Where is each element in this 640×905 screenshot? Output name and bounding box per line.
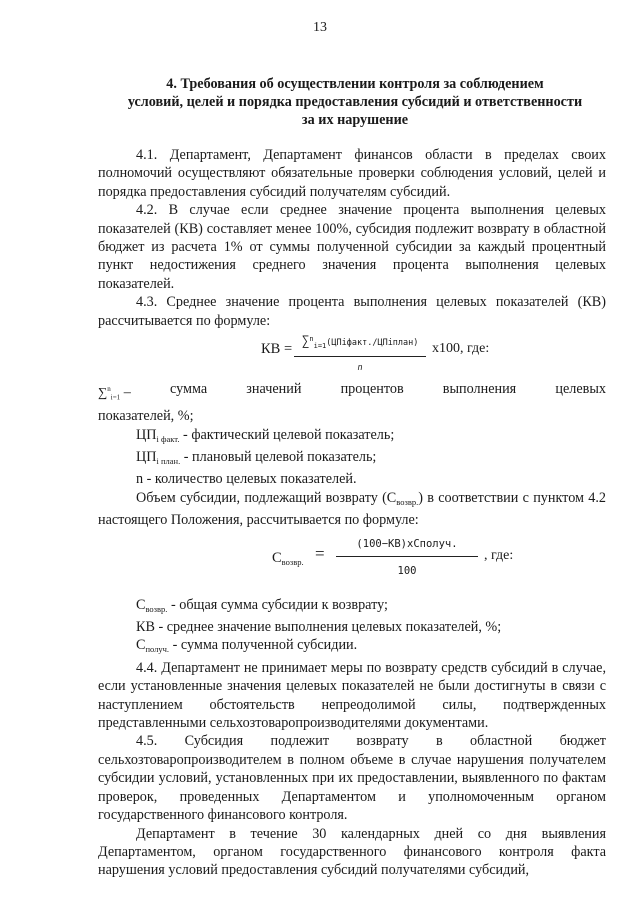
sum-symbol: ∑ [301, 333, 310, 349]
legend-kv: КВ - среднее значение выполнения целевых показателей, %; [136, 619, 502, 636]
legend-sum-continuation: показателей, %; [98, 408, 194, 425]
legend-n: n - количество целевых показателей. [136, 471, 357, 488]
paragraph-4-3: 4.3. Среднее значение процента выполнения целевых показателей (КВ) рассчитывается по формуле: [98, 294, 606, 329]
legend-sum-word-2: значений [246, 381, 302, 398]
formula-kv-lhs: КВ = [261, 341, 293, 358]
paragraph-4-1: 4.1. Департамент, Департамент финансов области в пределах своих полномочий осуществляют обязательные проверки соблюдения условий, целей и порядка предоставления субсидий получателям субсидий. [98, 147, 606, 200]
formula-kv [98, 330, 606, 374]
legend-sum-word-3: процентов [340, 381, 404, 398]
legend-sum-symbol: ∑$^n_{i=1}$ – [98, 384, 131, 402]
sum-upper: n [309, 335, 314, 344]
document-body [98, 146, 606, 880]
formula-kv-numerator-text: (ЦПiфакт./ЦПiплан) [326, 337, 419, 348]
legend-sum-line [98, 380, 606, 407]
section-title-line-2: условий, целей и порядка предоставления субсидий и ответственности [127, 94, 583, 110]
paragraph-4-2: 4.2. В случае если среднее значение процента выполнения целевых показателей (КВ) составляет менее 100%, субсидия подлежит возврату в областной бюджет из расчета 1% от суммы полученной субсидии за каждый процентный пункт недостижения среднего значения процента выполнения целевых показателей. [98, 202, 606, 292]
formula-return-lhs: $С_{возвр.}$ [272, 549, 304, 567]
legend-sum-word-5: целевых [555, 381, 606, 398]
paragraph-last: Департамент в течение 30 календарных дней со дня выявления Департаментом, органом государственного финансового контроля факта нарушения условий предоставления субсидий получателями субсидий, [98, 825, 606, 879]
paragraph-4-4: 4.4. Департамент не принимает меры по возврату средств субсидий в случае, если установленные значения целевых показателей не были достигнуты в связи с наступлением обстоятельств непреодолимой силы, подтвержденных представленными сельхозтоваропроизводителями документами. [98, 659, 606, 732]
page-number: 13 [313, 20, 327, 35]
paragraph-4-5: 4.5. Субсидия подлежит возврату в областной бюджет сельхозтоваропроизводителем в полном объеме в случае нарушения получателем субсидии условий, установленных при их предоставлении, выявленного по фактам проверок, проведенных Департаментом и уполномоченным органом государственного финансового контроля. [98, 733, 606, 824]
legend-c-return: $С_{возвр.}$ - общая сумма субсидии к возврату; [136, 596, 388, 614]
section-title [100, 75, 610, 129]
legend-c-received: $С_{получ.}$ - сумма полученной субсидии. [136, 637, 358, 655]
section-title-line-3: за их нарушение [301, 112, 409, 128]
legend-plan: $ЦП_{i план.}$ - плановый целевой показатель; [136, 449, 377, 467]
formula-return-eq: = [315, 543, 325, 563]
sum-lower: i=1 [313, 341, 327, 350]
formula-kv-rhs: x100, где: [432, 341, 490, 357]
legend-fact: $ЦП_{i факт.}$ - фактический целевой показатель; [136, 426, 395, 444]
legend-sum-word-1: сумма [169, 381, 208, 398]
legend-sum-word-4: выполнения [442, 381, 517, 398]
formula-kv-fraction [294, 330, 426, 378]
section-title-line-1: 4. Требования об осуществлении контроля за соблюдением [166, 76, 544, 92]
formula-return-denominator: 100 [397, 565, 417, 578]
formula-return-fraction [336, 535, 478, 581]
formula-return [98, 530, 606, 582]
formula-kv-denominator: n [357, 363, 363, 374]
paragraph-volume: Объем субсидии, подлежащий возврату $(С_{возвр.})$ в соответствии с пунктом 4.2 настоящего Положения, рассчитывается по формуле: [98, 489, 606, 529]
formula-return-rhs: , где: [484, 547, 514, 563]
formula-kv-numerator [294, 330, 426, 357]
formula-return-numerator: (100−КВ)хСполуч. [336, 535, 478, 557]
